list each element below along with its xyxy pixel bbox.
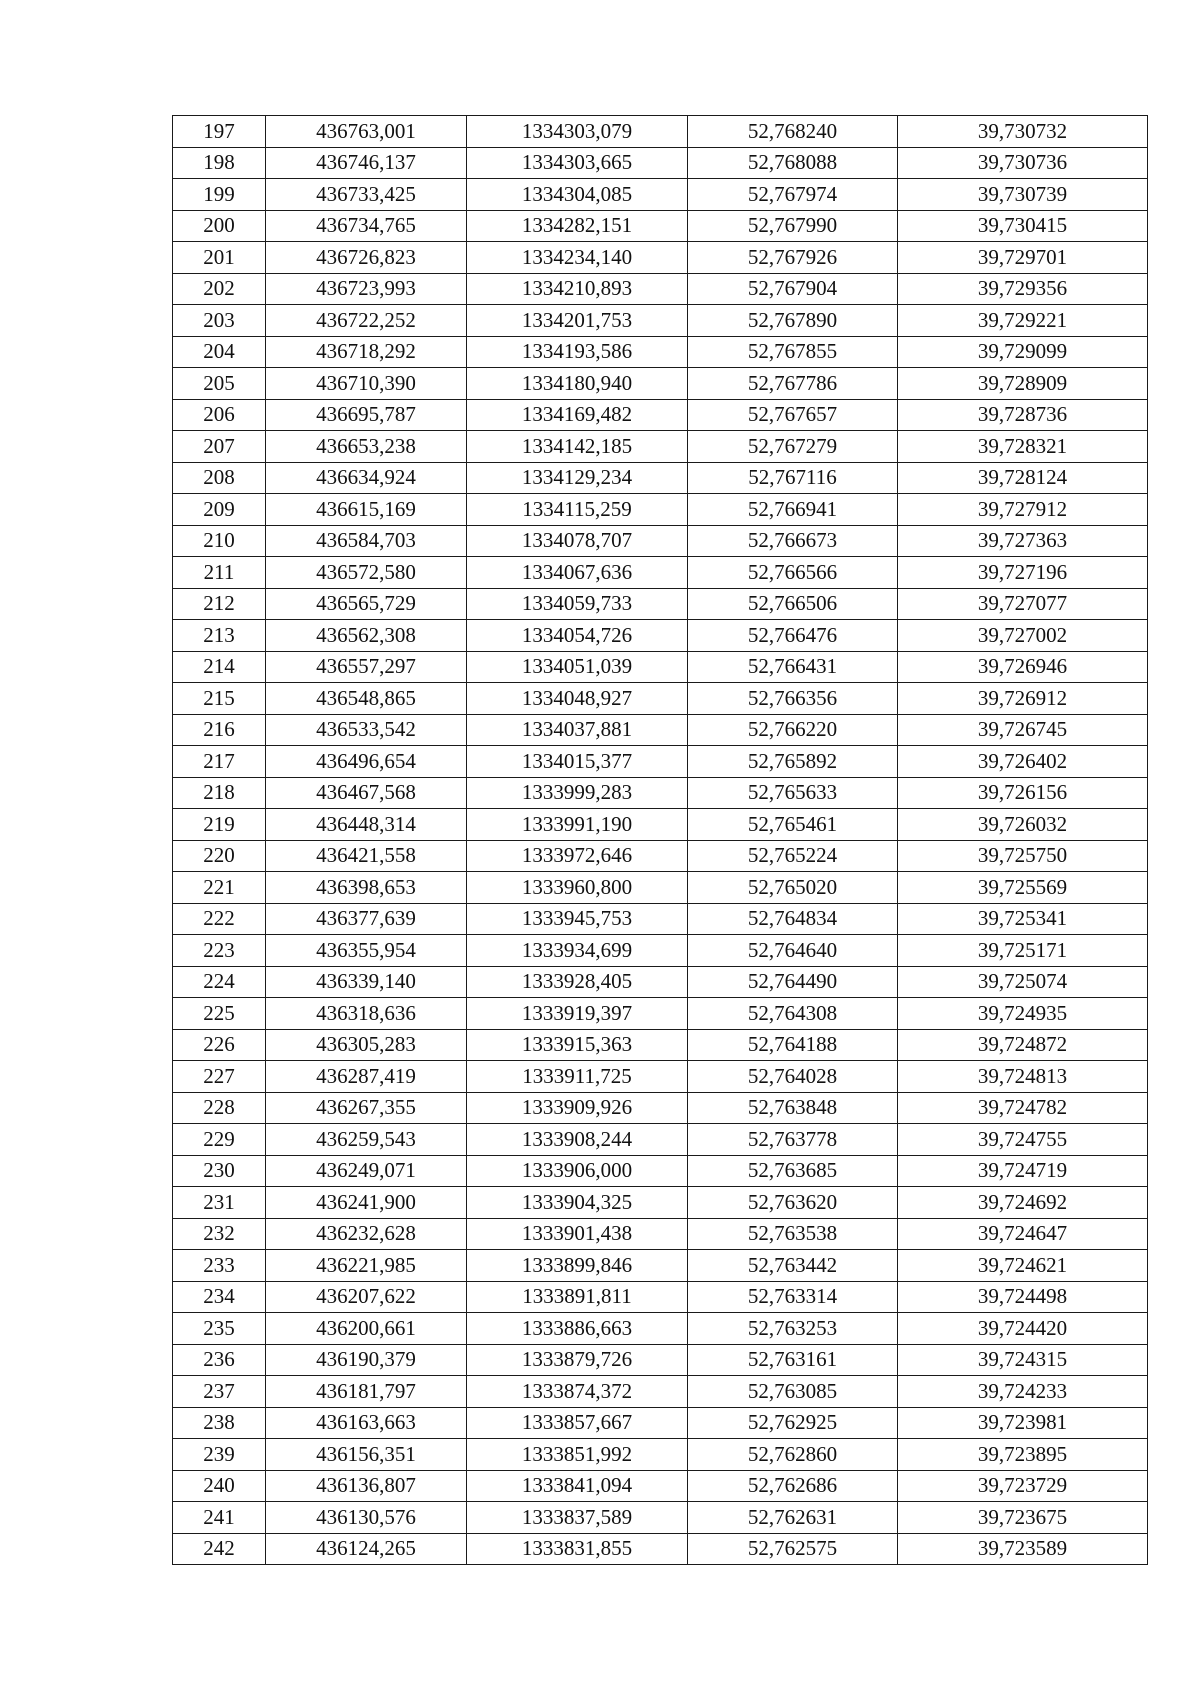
latitude-cell: 52,767904 [688, 273, 898, 305]
longitude-cell: 39,728124 [898, 462, 1148, 494]
latitude-cell: 52,763620 [688, 1187, 898, 1219]
coord-x-cell: 436249,071 [266, 1155, 467, 1187]
longitude-cell: 39,723675 [898, 1502, 1148, 1534]
point-number-cell: 228 [173, 1092, 266, 1124]
point-number-cell: 236 [173, 1344, 266, 1376]
coord-x-cell: 436584,703 [266, 525, 467, 557]
table-row [173, 651, 1148, 683]
point-number-cell: 224 [173, 966, 266, 998]
latitude-cell: 52,767926 [688, 242, 898, 274]
point-number-cell: 231 [173, 1187, 266, 1219]
latitude-cell: 52,762575 [688, 1533, 898, 1565]
coord-y-cell: 1333919,397 [467, 998, 688, 1030]
coord-y-cell: 1333928,405 [467, 966, 688, 998]
latitude-cell: 52,763848 [688, 1092, 898, 1124]
latitude-cell: 52,763538 [688, 1218, 898, 1250]
latitude-cell: 52,762631 [688, 1502, 898, 1534]
coord-x-cell: 436163,663 [266, 1407, 467, 1439]
point-number-cell: 223 [173, 935, 266, 967]
longitude-cell: 39,724755 [898, 1124, 1148, 1156]
latitude-cell: 52,763442 [688, 1250, 898, 1282]
longitude-cell: 39,724692 [898, 1187, 1148, 1219]
table-row [173, 746, 1148, 778]
coord-x-cell: 436421,558 [266, 840, 467, 872]
point-number-cell: 208 [173, 462, 266, 494]
point-number-cell: 230 [173, 1155, 266, 1187]
longitude-cell: 39,729356 [898, 273, 1148, 305]
coord-y-cell: 1333851,992 [467, 1439, 688, 1471]
coord-y-cell: 1334051,039 [467, 651, 688, 683]
table-row [173, 809, 1148, 841]
table-row [173, 242, 1148, 274]
longitude-cell: 39,727077 [898, 588, 1148, 620]
latitude-cell: 52,767990 [688, 210, 898, 242]
coord-x-cell: 436746,137 [266, 147, 467, 179]
point-number-cell: 199 [173, 179, 266, 211]
point-number-cell: 234 [173, 1281, 266, 1313]
coord-y-cell: 1334169,482 [467, 399, 688, 431]
coord-y-cell: 1333901,438 [467, 1218, 688, 1250]
coord-x-cell: 436355,954 [266, 935, 467, 967]
table-row [173, 147, 1148, 179]
coord-y-cell: 1333960,800 [467, 872, 688, 904]
coord-x-cell: 436377,639 [266, 903, 467, 935]
latitude-cell: 52,765461 [688, 809, 898, 841]
longitude-cell: 39,726156 [898, 777, 1148, 809]
point-number-cell: 213 [173, 620, 266, 652]
coord-x-cell: 436533,542 [266, 714, 467, 746]
coord-y-cell: 1334037,881 [467, 714, 688, 746]
coord-y-cell: 1333909,926 [467, 1092, 688, 1124]
latitude-cell: 52,763685 [688, 1155, 898, 1187]
coord-y-cell: 1334193,586 [467, 336, 688, 368]
point-number-cell: 232 [173, 1218, 266, 1250]
latitude-cell: 52,766673 [688, 525, 898, 557]
latitude-cell: 52,767890 [688, 305, 898, 337]
table-row [173, 714, 1148, 746]
point-number-cell: 204 [173, 336, 266, 368]
latitude-cell: 52,764640 [688, 935, 898, 967]
table-row [173, 683, 1148, 715]
point-number-cell: 197 [173, 116, 266, 148]
coord-y-cell: 1333857,667 [467, 1407, 688, 1439]
coord-y-cell: 1333945,753 [467, 903, 688, 935]
table-row [173, 1124, 1148, 1156]
point-number-cell: 215 [173, 683, 266, 715]
longitude-cell: 39,729701 [898, 242, 1148, 274]
point-number-cell: 201 [173, 242, 266, 274]
coord-x-cell: 436305,283 [266, 1029, 467, 1061]
coord-y-cell: 1334303,665 [467, 147, 688, 179]
point-number-cell: 210 [173, 525, 266, 557]
table-row [173, 903, 1148, 935]
latitude-cell: 52,766566 [688, 557, 898, 589]
table-row [173, 1407, 1148, 1439]
longitude-cell: 39,729099 [898, 336, 1148, 368]
coord-x-cell: 436723,993 [266, 273, 467, 305]
longitude-cell: 39,726032 [898, 809, 1148, 841]
coord-x-cell: 436615,169 [266, 494, 467, 526]
table-row [173, 1187, 1148, 1219]
longitude-cell: 39,724621 [898, 1250, 1148, 1282]
table-row [173, 431, 1148, 463]
latitude-cell: 52,763314 [688, 1281, 898, 1313]
point-number-cell: 233 [173, 1250, 266, 1282]
point-number-cell: 207 [173, 431, 266, 463]
point-number-cell: 222 [173, 903, 266, 935]
table-row [173, 1061, 1148, 1093]
point-number-cell: 214 [173, 651, 266, 683]
longitude-cell: 39,730415 [898, 210, 1148, 242]
longitude-cell: 39,724315 [898, 1344, 1148, 1376]
coord-x-cell: 436726,823 [266, 242, 467, 274]
latitude-cell: 52,762860 [688, 1439, 898, 1471]
longitude-cell: 39,725750 [898, 840, 1148, 872]
coord-y-cell: 1334067,636 [467, 557, 688, 589]
coord-x-cell: 436200,661 [266, 1313, 467, 1345]
table-row [173, 1250, 1148, 1282]
longitude-cell: 39,724872 [898, 1029, 1148, 1061]
coord-y-cell: 1333904,325 [467, 1187, 688, 1219]
table-row [173, 210, 1148, 242]
longitude-cell: 39,723981 [898, 1407, 1148, 1439]
latitude-cell: 52,767279 [688, 431, 898, 463]
longitude-cell: 39,728736 [898, 399, 1148, 431]
table-row [173, 935, 1148, 967]
coord-y-cell: 1333934,699 [467, 935, 688, 967]
longitude-cell: 39,728909 [898, 368, 1148, 400]
table-row [173, 525, 1148, 557]
coord-y-cell: 1333972,646 [467, 840, 688, 872]
coord-y-cell: 1333874,372 [467, 1376, 688, 1408]
longitude-cell: 39,724782 [898, 1092, 1148, 1124]
coord-y-cell: 1333911,725 [467, 1061, 688, 1093]
latitude-cell: 52,765633 [688, 777, 898, 809]
coord-x-cell: 436156,351 [266, 1439, 467, 1471]
coord-y-cell: 1334304,085 [467, 179, 688, 211]
longitude-cell: 39,724498 [898, 1281, 1148, 1313]
coord-x-cell: 436259,543 [266, 1124, 467, 1156]
longitude-cell: 39,724935 [898, 998, 1148, 1030]
coord-x-cell: 436562,308 [266, 620, 467, 652]
point-number-cell: 202 [173, 273, 266, 305]
point-number-cell: 241 [173, 1502, 266, 1534]
table-row [173, 116, 1148, 148]
latitude-cell: 52,767657 [688, 399, 898, 431]
table-row [173, 588, 1148, 620]
coord-x-cell: 436221,985 [266, 1250, 467, 1282]
point-number-cell: 240 [173, 1470, 266, 1502]
coord-x-cell: 436548,865 [266, 683, 467, 715]
coord-x-cell: 436710,390 [266, 368, 467, 400]
point-number-cell: 239 [173, 1439, 266, 1471]
point-number-cell: 209 [173, 494, 266, 526]
longitude-cell: 39,730736 [898, 147, 1148, 179]
coord-y-cell: 1333908,244 [467, 1124, 688, 1156]
latitude-cell: 52,763253 [688, 1313, 898, 1345]
point-number-cell: 226 [173, 1029, 266, 1061]
coord-y-cell: 1333891,811 [467, 1281, 688, 1313]
table-row [173, 1344, 1148, 1376]
latitude-cell: 52,765892 [688, 746, 898, 778]
longitude-cell: 39,723729 [898, 1470, 1148, 1502]
table-row [173, 1533, 1148, 1565]
longitude-cell: 39,724719 [898, 1155, 1148, 1187]
coord-x-cell: 436565,729 [266, 588, 467, 620]
coord-x-cell: 436124,265 [266, 1533, 467, 1565]
point-number-cell: 237 [173, 1376, 266, 1408]
coord-y-cell: 1333837,589 [467, 1502, 688, 1534]
longitude-cell: 39,727002 [898, 620, 1148, 652]
longitude-cell: 39,726402 [898, 746, 1148, 778]
table-row [173, 399, 1148, 431]
coord-x-cell: 436190,379 [266, 1344, 467, 1376]
point-number-cell: 242 [173, 1533, 266, 1565]
coord-y-cell: 1333906,000 [467, 1155, 688, 1187]
table-row [173, 1313, 1148, 1345]
point-number-cell: 198 [173, 147, 266, 179]
point-number-cell: 227 [173, 1061, 266, 1093]
coord-y-cell: 1334054,726 [467, 620, 688, 652]
point-number-cell: 229 [173, 1124, 266, 1156]
longitude-cell: 39,725074 [898, 966, 1148, 998]
coord-y-cell: 1333999,283 [467, 777, 688, 809]
longitude-cell: 39,726912 [898, 683, 1148, 715]
coord-y-cell: 1333841,094 [467, 1470, 688, 1502]
point-number-cell: 216 [173, 714, 266, 746]
latitude-cell: 52,766431 [688, 651, 898, 683]
coord-x-cell: 436398,653 [266, 872, 467, 904]
coord-y-cell: 1334015,377 [467, 746, 688, 778]
coord-y-cell: 1334129,234 [467, 462, 688, 494]
table-row [173, 305, 1148, 337]
coord-y-cell: 1333915,363 [467, 1029, 688, 1061]
point-number-cell: 203 [173, 305, 266, 337]
point-number-cell: 221 [173, 872, 266, 904]
coord-x-cell: 436467,568 [266, 777, 467, 809]
coord-x-cell: 436734,765 [266, 210, 467, 242]
coord-y-cell: 1334303,079 [467, 116, 688, 148]
longitude-cell: 39,727196 [898, 557, 1148, 589]
table-row [173, 1502, 1148, 1534]
latitude-cell: 52,765224 [688, 840, 898, 872]
point-number-cell: 238 [173, 1407, 266, 1439]
coord-x-cell: 436634,924 [266, 462, 467, 494]
latitude-cell: 52,766506 [688, 588, 898, 620]
longitude-cell: 39,727912 [898, 494, 1148, 526]
table-row [173, 1439, 1148, 1471]
coord-x-cell: 436207,622 [266, 1281, 467, 1313]
point-number-cell: 219 [173, 809, 266, 841]
latitude-cell: 52,767974 [688, 179, 898, 211]
point-number-cell: 206 [173, 399, 266, 431]
latitude-cell: 52,762686 [688, 1470, 898, 1502]
coord-y-cell: 1334201,753 [467, 305, 688, 337]
coord-y-cell: 1333831,855 [467, 1533, 688, 1565]
point-number-cell: 212 [173, 588, 266, 620]
longitude-cell: 39,723895 [898, 1439, 1148, 1471]
coord-y-cell: 1334180,940 [467, 368, 688, 400]
table-row [173, 494, 1148, 526]
coord-y-cell: 1333899,846 [467, 1250, 688, 1282]
point-number-cell: 235 [173, 1313, 266, 1345]
latitude-cell: 52,767786 [688, 368, 898, 400]
coord-x-cell: 436241,900 [266, 1187, 467, 1219]
table-row [173, 840, 1148, 872]
coord-x-cell: 436136,807 [266, 1470, 467, 1502]
coordinates-table-body [173, 116, 1148, 1565]
coord-x-cell: 436733,425 [266, 179, 467, 211]
coord-y-cell: 1334115,259 [467, 494, 688, 526]
coord-y-cell: 1333991,190 [467, 809, 688, 841]
coord-x-cell: 436448,314 [266, 809, 467, 841]
point-number-cell: 217 [173, 746, 266, 778]
latitude-cell: 52,764834 [688, 903, 898, 935]
latitude-cell: 52,768088 [688, 147, 898, 179]
coord-x-cell: 436722,252 [266, 305, 467, 337]
latitude-cell: 52,766220 [688, 714, 898, 746]
coord-y-cell: 1333879,726 [467, 1344, 688, 1376]
latitude-cell: 52,766476 [688, 620, 898, 652]
coordinates-table [172, 115, 1148, 1565]
point-number-cell: 225 [173, 998, 266, 1030]
coord-y-cell: 1334142,185 [467, 431, 688, 463]
coord-x-cell: 436339,140 [266, 966, 467, 998]
latitude-cell: 52,764490 [688, 966, 898, 998]
longitude-cell: 39,724420 [898, 1313, 1148, 1345]
latitude-cell: 52,767855 [688, 336, 898, 368]
coord-y-cell: 1334282,151 [467, 210, 688, 242]
latitude-cell: 52,766941 [688, 494, 898, 526]
longitude-cell: 39,726946 [898, 651, 1148, 683]
latitude-cell: 52,763778 [688, 1124, 898, 1156]
latitude-cell: 52,764188 [688, 1029, 898, 1061]
coord-x-cell: 436130,576 [266, 1502, 467, 1534]
coord-x-cell: 436653,238 [266, 431, 467, 463]
coord-y-cell: 1334234,140 [467, 242, 688, 274]
coord-x-cell: 436232,628 [266, 1218, 467, 1250]
coord-x-cell: 436267,355 [266, 1092, 467, 1124]
coord-x-cell: 436763,001 [266, 116, 467, 148]
table-row [173, 273, 1148, 305]
coord-y-cell: 1334078,707 [467, 525, 688, 557]
longitude-cell: 39,730732 [898, 116, 1148, 148]
table-row [173, 1376, 1148, 1408]
longitude-cell: 39,726745 [898, 714, 1148, 746]
point-number-cell: 220 [173, 840, 266, 872]
table-row [173, 1155, 1148, 1187]
point-number-cell: 218 [173, 777, 266, 809]
table-row [173, 777, 1148, 809]
latitude-cell: 52,765020 [688, 872, 898, 904]
longitude-cell: 39,723589 [898, 1533, 1148, 1565]
coord-x-cell: 436496,654 [266, 746, 467, 778]
table-row [173, 462, 1148, 494]
table-row [173, 179, 1148, 211]
coord-y-cell: 1334210,893 [467, 273, 688, 305]
latitude-cell: 52,763161 [688, 1344, 898, 1376]
table-row [173, 1470, 1148, 1502]
longitude-cell: 39,724233 [898, 1376, 1148, 1408]
table-row [173, 620, 1148, 652]
table-row [173, 1281, 1148, 1313]
coord-x-cell: 436318,636 [266, 998, 467, 1030]
coord-x-cell: 436695,787 [266, 399, 467, 431]
table-row [173, 336, 1148, 368]
coord-x-cell: 436287,419 [266, 1061, 467, 1093]
latitude-cell: 52,762925 [688, 1407, 898, 1439]
table-row [173, 1029, 1148, 1061]
longitude-cell: 39,730739 [898, 179, 1148, 211]
table-row [173, 557, 1148, 589]
point-number-cell: 200 [173, 210, 266, 242]
table-row [173, 368, 1148, 400]
coord-y-cell: 1334059,733 [467, 588, 688, 620]
longitude-cell: 39,727363 [898, 525, 1148, 557]
latitude-cell: 52,763085 [688, 1376, 898, 1408]
table-row [173, 872, 1148, 904]
coord-x-cell: 436718,292 [266, 336, 467, 368]
table-row [173, 998, 1148, 1030]
longitude-cell: 39,724813 [898, 1061, 1148, 1093]
coord-x-cell: 436557,297 [266, 651, 467, 683]
coord-x-cell: 436181,797 [266, 1376, 467, 1408]
longitude-cell: 39,724647 [898, 1218, 1148, 1250]
longitude-cell: 39,725569 [898, 872, 1148, 904]
longitude-cell: 39,729221 [898, 305, 1148, 337]
latitude-cell: 52,768240 [688, 116, 898, 148]
coord-x-cell: 436572,580 [266, 557, 467, 589]
point-number-cell: 205 [173, 368, 266, 400]
table-row [173, 1218, 1148, 1250]
table-row [173, 966, 1148, 998]
longitude-cell: 39,725341 [898, 903, 1148, 935]
point-number-cell: 211 [173, 557, 266, 589]
table-row [173, 1092, 1148, 1124]
coord-y-cell: 1333886,663 [467, 1313, 688, 1345]
longitude-cell: 39,725171 [898, 935, 1148, 967]
latitude-cell: 52,766356 [688, 683, 898, 715]
latitude-cell: 52,764028 [688, 1061, 898, 1093]
coord-y-cell: 1334048,927 [467, 683, 688, 715]
longitude-cell: 39,728321 [898, 431, 1148, 463]
latitude-cell: 52,764308 [688, 998, 898, 1030]
latitude-cell: 52,767116 [688, 462, 898, 494]
